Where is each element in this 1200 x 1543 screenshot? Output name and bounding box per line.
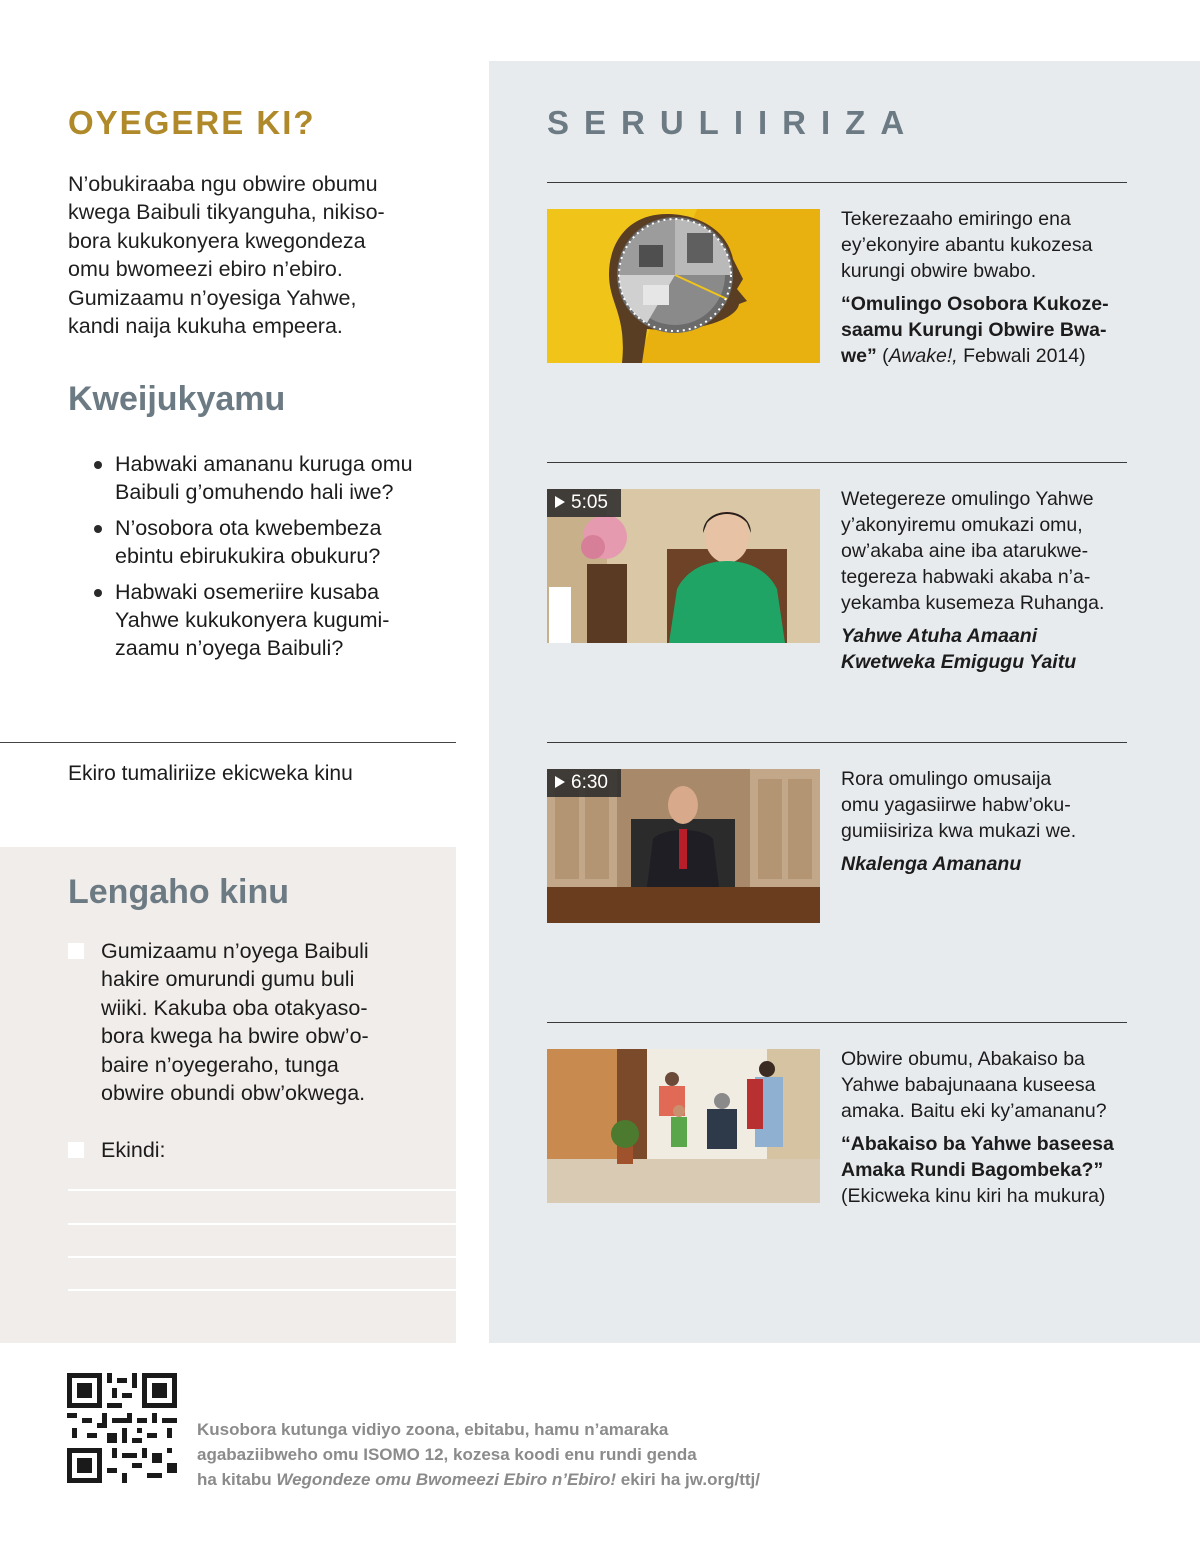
bullet-icon [94,461,102,469]
footer-note: Kusobora kutunga vidiyo zoona, ebitabu, hamu n’amaraka agabaziibweho omu ISOMO 12, kozesa koodi enu rundi genda ha kitabu Wegondeze omu Bwomeezi Ebiro n’Ebiro! ekiri ha jw.org/ttj/ [197,1420,760,1489]
time-management-illustration [547,209,820,363]
resource-divider [547,1022,1127,1023]
summary-line: N’obukiraaba ngu obwire obumu [68,172,378,196]
completion-note: Ekiro tumaliriize ekicweka kinu [68,762,353,785]
video-duration-badge: 6:30 [547,769,621,797]
resource-thumbnail[interactable] [547,209,820,363]
review-question: Habwaki osemeriire kusaba Yahwe kukukonyera kugumi- zaamu n’oyega Baibuli? [90,578,450,663]
checkbox[interactable] [68,943,84,959]
play-icon [555,496,565,508]
resource-divider [547,462,1127,463]
writing-line[interactable] [68,1289,456,1291]
bullet-icon [94,525,102,533]
video-duration-badge: 5:05 [547,489,621,517]
writing-line[interactable] [68,1189,456,1191]
goal-item-other: Ekindi: [68,1136,398,1164]
resource-description: Obwire obumu, Abakaiso ba Yahwe babajunaana kuseesa amaka. Baitu eki ky’amananu? [841,1048,1107,1122]
review-question: N’osobora ota kwebembeza ebintu ebirukukira obukuru? [90,514,450,571]
summary-paragraph [68,170,438,340]
summary-line: kwega Baibuli tikyanguha, nikiso- [68,200,385,225]
goal-box [0,847,456,1343]
writing-line[interactable] [68,1223,456,1225]
summary-line: omu bwomeezi ebiro n’ebiro. [68,257,343,282]
checkbox[interactable] [68,1142,84,1158]
summary-heading: OYEGERE KI? [68,104,316,141]
review-questions [90,450,450,670]
resource-title-link[interactable]: Nkalenga Amananu [841,853,1022,875]
video-thumbnail[interactable] [547,769,820,923]
play-icon [555,776,565,788]
qr-code-icon[interactable] [67,1373,177,1483]
bullet-icon [94,589,102,597]
book-title: Wegondeze omu Bwomeezi Ebiro n’Ebiro! [276,1470,617,1489]
goal-heading: Lengaho kinu [68,873,289,911]
resource-title-link[interactable]: “Abakaiso ba Yahwe baseesa Amaka Rundi Bagombeka?” (Ekicweka kinu kiri ha mukura) [841,1133,1114,1207]
resource-divider [547,182,1127,183]
family-greeting-image [547,1049,820,1203]
summary-line: Gumizaamu n’oyesiga Yahwe, [68,285,357,310]
resource-divider [547,742,1127,743]
goal-item: Gumizaamu n’oyega Baibuli hakire omurundi gumu buli wiiki. Kakuba oba otakyaso- bora kwega ha bwire obw’o- baire n’oyegeraho, tunga obwire obundi obw’okwega. [68,937,398,1107]
resource-description: Rora omulingo omusaija omu yagasiirwe habw’oku- gumiisiriza kwa mukazi we. [841,768,1077,842]
qr-code-graphic [67,1373,177,1483]
review-heading: Kweijukyamu [68,380,286,418]
explore-heading: SERULIIRIZA [547,104,920,141]
resource-thumbnail[interactable] [547,1049,820,1203]
resource-title-link[interactable]: “Omulingo Osobora Kukoze- saamu Kurungi Obwire Bwa- we” (Awake!, Febwali 2014) [841,293,1109,367]
video-thumbnail[interactable] [547,489,820,643]
section-divider [0,742,456,743]
summary-line: kandi naija kukuha empeera. [68,314,343,339]
resource-description: Tekerezaaho emiringo ena ey’ekonyire abantu kukozesa kurungi obwire bwabo. [841,208,1093,282]
resource-title-link[interactable]: Yahwe Atuha Amaani Kwetweka Emigugu Yaitu [841,625,1077,673]
summary-line: bora kukukonyera kwegondeza [68,228,366,253]
review-question: Habwaki amananu kuruga omu Baibuli g’omuhendo hali iwe? [90,450,450,507]
resource-description: Wetegereze omulingo Yahwe y’akonyiremu omukazi omu, ow’akaba aine iba atarukwe- tegereza habwaki akaba n’a- yekamba kusemeza Ruhanga. [841,488,1105,614]
writing-line[interactable] [68,1256,456,1258]
